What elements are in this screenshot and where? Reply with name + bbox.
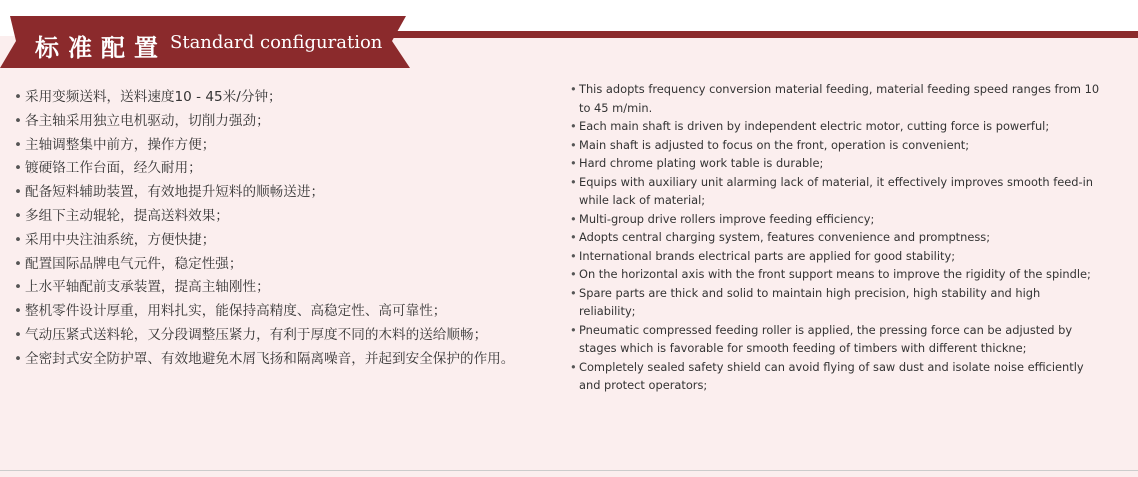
list-item-text: 全密封式安全防护罩、有效地避免木屑飞扬和隔离噪音，并起到安全保护的作用。	[25, 350, 515, 367]
bullet-icon: •	[570, 248, 577, 263]
section-title-cn: 标准配置	[35, 33, 167, 62]
list-item-text: Each main shaft is driven by independent electric motor, cutting force is powerful;	[579, 119, 1050, 133]
list-item	[14, 324, 559, 348]
bullet-icon: •	[570, 230, 577, 244]
list-item-text: 多组下主动辊轮，提高送料效果；	[25, 207, 229, 224]
list-item-text: 镀硬铬工作台面，经久耐用；	[25, 160, 202, 177]
list-item-text: Spare parts are thick and solid to maintain high precision, high stability and high reliability;	[579, 285, 1041, 318]
list-item	[14, 253, 559, 277]
section-banner	[0, 12, 420, 70]
bullet-icon: •	[570, 211, 577, 226]
bullet-icon: •	[14, 255, 23, 272]
list-item	[14, 276, 559, 300]
list-item-text: 采用变频送料，送料速度10 - 45米/分钟；	[25, 89, 282, 105]
list-item	[14, 181, 559, 205]
list-item	[570, 173, 1100, 210]
list-item	[14, 205, 559, 229]
feature-list-en	[570, 80, 1100, 395]
list-item	[570, 358, 1100, 395]
bullet-icon: •	[14, 303, 23, 320]
list-item	[14, 229, 559, 253]
bullet-icon: •	[14, 279, 23, 296]
list-item	[14, 300, 559, 324]
header-divider-line	[380, 31, 1138, 38]
list-item-text: Main shaft is adjusted to focus on the front, operation is convenient;	[579, 137, 970, 152]
list-item-text: International brands electrical parts are applied for good stability;	[579, 248, 956, 263]
bullet-icon: •	[570, 119, 577, 133]
bullet-icon: •	[570, 359, 577, 374]
list-item	[14, 157, 559, 181]
list-item-text: 配置国际品牌电气元件，稳定性强；	[25, 255, 243, 272]
bullet-icon: •	[14, 231, 23, 248]
list-item	[570, 80, 1100, 117]
list-item	[570, 284, 1100, 321]
list-item	[570, 210, 1100, 229]
feature-list-cn	[14, 86, 559, 372]
bullet-icon: •	[14, 326, 23, 343]
bullet-icon: •	[570, 322, 577, 337]
list-item-text: 各主轴采用独立电机驱动，切削力强劲；	[25, 112, 270, 129]
list-item-text: Completely sealed safety shield can avoid flying of saw dust and isolate noise efficiently and protect operators;	[579, 359, 1084, 392]
bullet-icon: •	[14, 184, 23, 201]
bottom-divider	[0, 470, 1138, 471]
list-item-text: Multi-group drive rollers improve feeding efficiency;	[579, 211, 875, 226]
list-item-text: Equips with auxiliary unit alarming lack of material, it effectively improves smooth feed-in while lack of material;	[579, 174, 1093, 207]
list-item	[570, 117, 1100, 136]
bullet-icon: •	[570, 137, 577, 152]
list-item-text: Adopts central charging system, features convenience and promptness;	[579, 230, 991, 244]
bullet-icon: •	[570, 285, 577, 300]
list-item	[570, 265, 1100, 284]
list-item	[570, 136, 1100, 155]
list-item	[14, 134, 559, 158]
list-item-text: 上水平轴配前支承装置，提高主轴刚性；	[25, 279, 270, 296]
list-item	[14, 86, 559, 110]
list-item-text: On the horizontal axis with the front support means to improve the rigidity of the spindle;	[579, 267, 1091, 281]
list-item	[570, 228, 1100, 247]
list-item-text: 采用中央注油系统，方便快捷；	[25, 231, 216, 248]
bullet-icon: •	[14, 207, 23, 224]
bullet-icon: •	[14, 160, 23, 177]
list-item	[14, 348, 559, 372]
list-item-text: 整机零件设计厚重，用料扎实，能保持高精度、高稳定性、高可靠性；	[25, 303, 447, 320]
bullet-icon: •	[14, 112, 23, 129]
list-item-text: 配备短料辅助装置，有效地提升短料的顺畅送进；	[25, 184, 325, 201]
list-item-text: Pneumatic compressed feeding roller is applied, the pressing force can be adjusted by stages which is favorable for smooth feeding of timbers with different thickne;	[579, 322, 1073, 355]
list-item	[14, 110, 559, 134]
list-item	[570, 154, 1100, 173]
list-item-text: 主轴调整集中前方，操作方便；	[25, 136, 216, 153]
section-title-en: Standard configuration	[170, 32, 383, 53]
list-item	[570, 247, 1100, 266]
bullet-icon: •	[570, 82, 577, 96]
list-item	[570, 321, 1100, 358]
bullet-icon: •	[14, 350, 23, 367]
bullet-icon: •	[570, 156, 577, 170]
list-item-text: 气动压紧式送料轮，又分段调整压紧力，有利于厚度不同的木料的送给顺畅；	[25, 326, 488, 343]
bullet-icon: •	[570, 267, 577, 281]
bullet-icon: •	[570, 174, 577, 189]
list-item-text: Hard chrome plating work table is durable;	[579, 156, 824, 170]
bullet-icon: •	[14, 136, 23, 153]
list-item-text: This adopts frequency conversion material feeding, material feeding speed ranges from 10 to 45 m/min.	[579, 82, 1100, 115]
bullet-icon: •	[14, 89, 23, 105]
